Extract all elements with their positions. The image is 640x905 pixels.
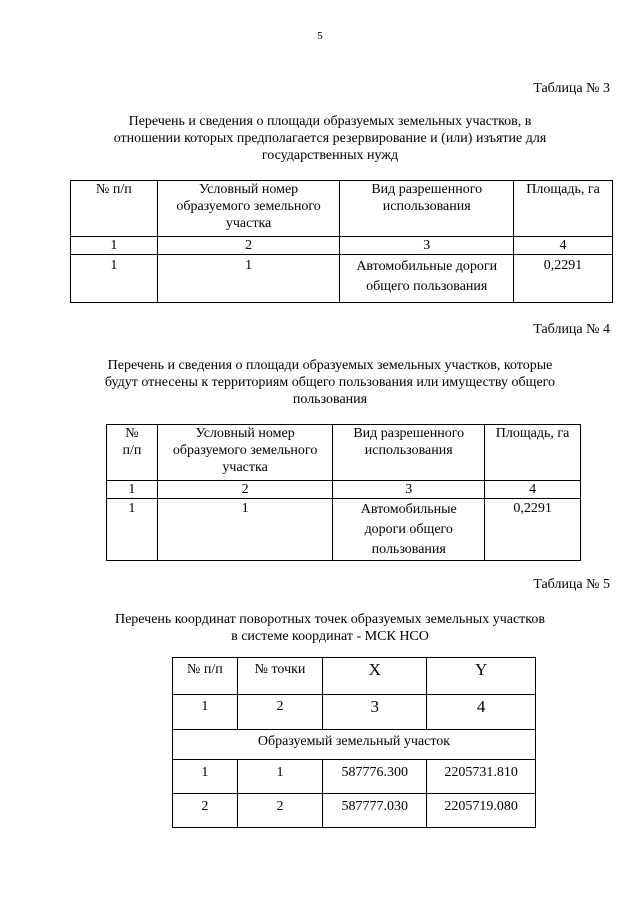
table4-numbering-row	[107, 481, 581, 499]
table4-title-line: будут отнесены к территориям общего пользования или имуществу общего	[104, 375, 556, 390]
table-cell: 2	[173, 794, 238, 828]
header-line: участка	[222, 460, 268, 475]
table-cell: 2205731.810	[427, 760, 536, 794]
table3-header-cell: № п/п	[71, 181, 158, 237]
table-cell: 2205719.080	[427, 794, 536, 828]
cell-line: дороги общего	[364, 522, 453, 537]
table5-numbering-row	[173, 695, 536, 730]
header-line: Вид разрешенного	[353, 426, 465, 441]
table5-title-line: в системе координат - МСК НСО	[231, 629, 429, 644]
table5-header-cell: № п/п	[173, 658, 238, 695]
header-line: Вид разрешенного	[371, 182, 483, 197]
table-cell: 1	[173, 760, 238, 794]
table3-title-line: государственных нужд	[261, 148, 399, 163]
table-cell	[333, 499, 485, 561]
table5-caption: Таблица № 5	[533, 577, 610, 592]
table-cell: 1	[71, 237, 158, 255]
table5-header-cell: № точки	[237, 658, 323, 695]
table4-header-cell	[333, 425, 485, 481]
table5-header-row	[173, 658, 536, 695]
cell-line: общего пользования	[366, 279, 488, 294]
table5-section-row	[173, 730, 536, 760]
page-number: 5	[317, 30, 323, 42]
table4-caption: Таблица № 4	[533, 322, 610, 337]
table-cell: 2	[237, 695, 323, 730]
header-line: использования	[364, 443, 453, 458]
table-row	[173, 794, 536, 828]
table4-title-line: Перечень и сведения о площади образуемых земельных участков, которые	[107, 358, 553, 373]
table4-header-cell	[157, 425, 333, 481]
table-cell: 1	[157, 255, 340, 303]
header-line: Условный номер	[198, 182, 299, 197]
table-cell: 587776.300	[323, 760, 427, 794]
table4-header-row	[107, 425, 581, 481]
table-cell	[340, 255, 514, 303]
table4-header-cell: Площадь, га	[485, 425, 581, 481]
table-row	[71, 255, 613, 303]
table-cell: 0,2291	[514, 255, 613, 303]
header-line: участка	[225, 216, 272, 231]
table-cell: 2	[157, 237, 340, 255]
table3-title-line: Перечень и сведения о площади образуемых земельных участков, в	[128, 114, 532, 129]
header-line: использования	[382, 199, 471, 214]
table-row	[173, 760, 536, 794]
header-line: образуемого земельного	[176, 199, 321, 214]
table4-title	[60, 357, 600, 408]
table5-header-cell: X	[323, 658, 427, 695]
table5-header-cell: Y	[427, 658, 536, 695]
table3-numbering-row	[71, 237, 613, 255]
table-cell: 3	[333, 481, 485, 499]
table3-header-cell: Площадь, га	[514, 181, 613, 237]
table-cell: 3	[340, 237, 514, 255]
table-cell: 1	[237, 760, 323, 794]
table-cell: 2	[157, 481, 333, 499]
header-line: образуемого земельного	[172, 443, 318, 458]
table4-title-line: пользования	[292, 392, 368, 407]
header-line: Условный номер	[195, 426, 295, 441]
table4	[106, 424, 581, 561]
table-cell: 1	[71, 255, 158, 303]
table3-header-row	[71, 181, 613, 237]
table-row	[107, 499, 581, 561]
table-cell: 4	[485, 481, 581, 499]
table3-caption: Таблица № 3	[533, 81, 610, 96]
table-cell: 4	[514, 237, 613, 255]
header-line: п/п	[122, 443, 142, 458]
table3-title	[60, 113, 600, 164]
table-cell: 3	[323, 695, 427, 730]
table5-title-line: Перечень координат поворотных точек образуемых земельных участков	[114, 612, 545, 627]
cell-line: Автомобильные	[360, 502, 457, 517]
table-cell: 0,2291	[485, 499, 581, 561]
table3-header-cell	[157, 181, 340, 237]
table3-title-line: отношении которых предполагается резервирование и (или) изъятие для	[113, 131, 547, 146]
table3	[70, 180, 613, 303]
cell-line: Автомобильные дороги	[356, 259, 498, 274]
table5	[172, 657, 536, 828]
table-cell: 1	[107, 499, 158, 561]
table-cell: 4	[427, 695, 536, 730]
table-cell: 2	[237, 794, 323, 828]
table3-header-cell	[340, 181, 514, 237]
table4-header-cell	[107, 425, 158, 481]
cell-line: пользования	[371, 542, 446, 557]
table-cell: 1	[107, 481, 158, 499]
table-cell: 587777.030	[323, 794, 427, 828]
table-cell: 1	[157, 499, 333, 561]
section-label: Образуемый земельный участок	[173, 730, 536, 760]
table-cell: 1	[173, 695, 238, 730]
table5-title	[60, 611, 600, 645]
header-line: №	[125, 426, 139, 441]
